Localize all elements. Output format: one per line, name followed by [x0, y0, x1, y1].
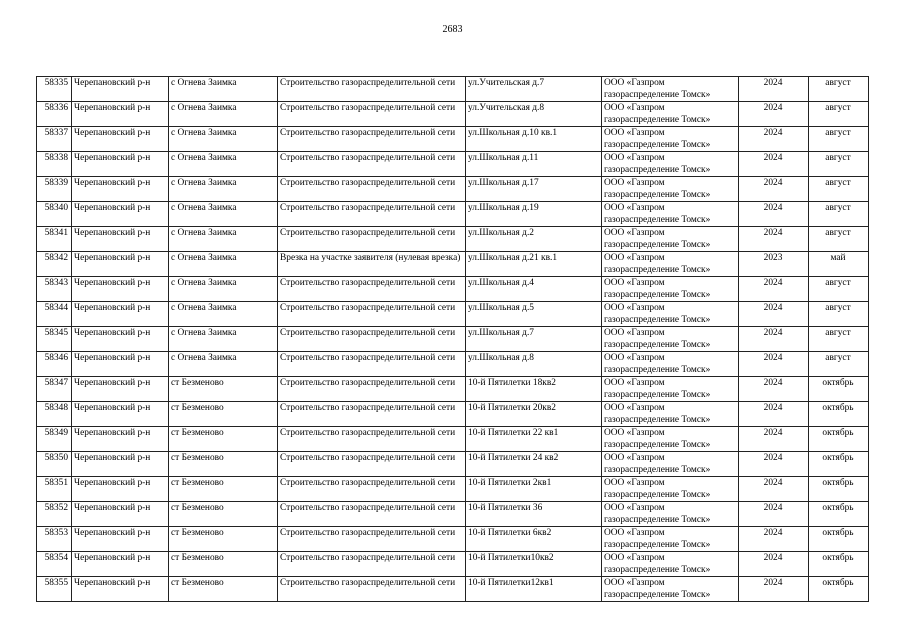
organization-cell: [602, 402, 739, 427]
work-type-cell: Строительство газораспределительной сети: [278, 227, 466, 252]
address-cell: ул.Школьная д.21 кв.1: [466, 252, 602, 277]
address-cell: ул.Школьная д.2: [466, 227, 602, 252]
settlement-cell: с Огнева Заимка: [169, 77, 278, 102]
row-number-cell: 58355: [37, 577, 72, 602]
address-cell: 10-й Пятилетки 36: [466, 502, 602, 527]
organization-text: ООО «Газпром газораспределение Томск»: [604, 528, 711, 550]
district-cell: Черепановский р-н: [72, 577, 169, 602]
table-row: [37, 502, 869, 527]
work-type-cell: Строительство газораспределительной сети: [278, 127, 466, 152]
organization-cell: [602, 577, 739, 602]
month-cell: октябрь: [809, 427, 869, 452]
organization-cell: [602, 277, 739, 302]
year-cell: 2024: [739, 552, 809, 577]
organization-text: ООО «Газпром газораспределение Томск»: [604, 103, 711, 125]
table-row: [37, 177, 869, 202]
organization-text: ООО «Газпром газораспределение Томск»: [604, 278, 711, 300]
month-cell: октябрь: [809, 527, 869, 552]
month-cell: август: [809, 302, 869, 327]
table-row: [37, 252, 869, 277]
address-cell: ул.Школьная д.17: [466, 177, 602, 202]
address-cell: 10-й Пятилетки12кв1: [466, 577, 602, 602]
district-cell: Черепановский р-н: [72, 177, 169, 202]
row-number-cell: 58349: [37, 427, 72, 452]
row-number-cell: 58339: [37, 177, 72, 202]
organization-text: ООО «Газпром газораспределение Томск»: [604, 203, 711, 225]
address-cell: 10-й Пятилетки 20кв2: [466, 402, 602, 427]
registry-table-body: [37, 77, 869, 602]
year-cell: 2024: [739, 302, 809, 327]
district-cell: Черепановский р-н: [72, 502, 169, 527]
district-cell: Черепановский р-н: [72, 402, 169, 427]
month-cell: август: [809, 102, 869, 127]
year-cell: 2023: [739, 252, 809, 277]
address-cell: ул.Учительская д.8: [466, 102, 602, 127]
row-number-cell: 58340: [37, 202, 72, 227]
year-cell: 2024: [739, 177, 809, 202]
address-cell: ул.Школьная д.8: [466, 352, 602, 377]
organization-cell: [602, 102, 739, 127]
table-row: [37, 402, 869, 427]
organization-text: ООО «Газпром газораспределение Томск»: [604, 128, 711, 150]
table-row: [37, 302, 869, 327]
table-row: [37, 377, 869, 402]
settlement-cell: ст Безменово: [169, 427, 278, 452]
organization-text: ООО «Газпром газораспределение Томск»: [604, 453, 711, 475]
year-cell: 2024: [739, 227, 809, 252]
organization-cell: [602, 477, 739, 502]
district-cell: Черепановский р-н: [72, 527, 169, 552]
organization-text: ООО «Газпром газораспределение Томск»: [604, 428, 711, 450]
organization-cell: [602, 227, 739, 252]
district-cell: Черепановский р-н: [72, 127, 169, 152]
work-type-cell: Строительство газораспределительной сети: [278, 352, 466, 377]
work-type-cell: Строительство газораспределительной сети: [278, 527, 466, 552]
year-cell: 2024: [739, 152, 809, 177]
district-cell: Черепановский р-н: [72, 277, 169, 302]
month-cell: октябрь: [809, 402, 869, 427]
table-row: [37, 577, 869, 602]
settlement-cell: с Огнева Заимка: [169, 327, 278, 352]
table-row: [37, 327, 869, 352]
table-row: [37, 202, 869, 227]
address-cell: ул.Школьная д.5: [466, 302, 602, 327]
settlement-cell: с Огнева Заимка: [169, 102, 278, 127]
table-row: [37, 227, 869, 252]
month-cell: август: [809, 77, 869, 102]
organization-cell: [602, 377, 739, 402]
work-type-cell: Строительство газораспределительной сети: [278, 502, 466, 527]
month-cell: октябрь: [809, 377, 869, 402]
row-number-cell: 58346: [37, 352, 72, 377]
row-number-cell: 58343: [37, 277, 72, 302]
organization-cell: [602, 302, 739, 327]
work-type-cell: Строительство газораспределительной сети: [278, 77, 466, 102]
organization-text: ООО «Газпром газораспределение Томск»: [604, 578, 711, 600]
work-type-cell: Врезка на участке заявителя (нулевая врезка): [278, 252, 466, 277]
organization-text: ООО «Газпром газораспределение Томск»: [604, 228, 711, 250]
month-cell: октябрь: [809, 502, 869, 527]
settlement-cell: с Огнева Заимка: [169, 277, 278, 302]
year-cell: 2024: [739, 502, 809, 527]
address-cell: 10-й Пятилетки 22 кв1: [466, 427, 602, 452]
organization-text: ООО «Газпром газораспределение Томск»: [604, 378, 711, 400]
row-number-cell: 58341: [37, 227, 72, 252]
settlement-cell: с Огнева Заимка: [169, 352, 278, 377]
organization-text: ООО «Газпром газораспределение Томск»: [604, 553, 711, 575]
table-row: [37, 277, 869, 302]
month-cell: август: [809, 327, 869, 352]
year-cell: 2024: [739, 527, 809, 552]
organization-text: ООО «Газпром газораспределение Томск»: [604, 253, 711, 275]
district-cell: Черепановский р-н: [72, 427, 169, 452]
row-number-cell: 58335: [37, 77, 72, 102]
year-cell: 2024: [739, 102, 809, 127]
organization-cell: [602, 252, 739, 277]
organization-text: ООО «Газпром газораспределение Томск»: [604, 403, 711, 425]
row-number-cell: 58347: [37, 377, 72, 402]
district-cell: Черепановский р-н: [72, 477, 169, 502]
settlement-cell: с Огнева Заимка: [169, 152, 278, 177]
year-cell: 2024: [739, 77, 809, 102]
organization-cell: [602, 352, 739, 377]
organization-cell: [602, 452, 739, 477]
address-cell: 10-й Пятилетки10кв2: [466, 552, 602, 577]
organization-cell: [602, 427, 739, 452]
district-cell: Черепановский р-н: [72, 102, 169, 127]
row-number-cell: 58351: [37, 477, 72, 502]
month-cell: август: [809, 152, 869, 177]
organization-cell: [602, 527, 739, 552]
work-type-cell: Строительство газораспределительной сети: [278, 377, 466, 402]
settlement-cell: ст Безменово: [169, 452, 278, 477]
work-type-cell: Строительство газораспределительной сети: [278, 427, 466, 452]
year-cell: 2024: [739, 477, 809, 502]
settlement-cell: с Огнева Заимка: [169, 127, 278, 152]
table-row: [37, 527, 869, 552]
row-number-cell: 58345: [37, 327, 72, 352]
address-cell: 10-й Пятилетки 2кв1: [466, 477, 602, 502]
organization-text: ООО «Газпром газораспределение Томск»: [604, 478, 711, 500]
organization-text: ООО «Газпром газораспределение Томск»: [604, 153, 711, 175]
table-row: [37, 77, 869, 102]
year-cell: 2024: [739, 352, 809, 377]
row-number-cell: 58338: [37, 152, 72, 177]
month-cell: август: [809, 202, 869, 227]
work-type-cell: Строительство газораспределительной сети: [278, 152, 466, 177]
address-cell: ул.Школьная д.7: [466, 327, 602, 352]
row-number-cell: 58353: [37, 527, 72, 552]
row-number-cell: 58336: [37, 102, 72, 127]
settlement-cell: ст Безменово: [169, 577, 278, 602]
settlement-cell: с Огнева Заимка: [169, 177, 278, 202]
address-cell: ул.Школьная д.4: [466, 277, 602, 302]
organization-cell: [602, 552, 739, 577]
organization-cell: [602, 327, 739, 352]
address-cell: 10-й Пятилетки 18кв2: [466, 377, 602, 402]
month-cell: октябрь: [809, 552, 869, 577]
organization-text: ООО «Газпром газораспределение Томск»: [604, 328, 711, 350]
year-cell: 2024: [739, 452, 809, 477]
year-cell: 2024: [739, 327, 809, 352]
organization-text: ООО «Газпром газораспределение Томск»: [604, 503, 711, 525]
work-type-cell: Строительство газораспределительной сети: [278, 402, 466, 427]
month-cell: октябрь: [809, 577, 869, 602]
table-row: [37, 552, 869, 577]
row-number-cell: 58337: [37, 127, 72, 152]
row-number-cell: 58354: [37, 552, 72, 577]
table-row: [37, 152, 869, 177]
work-type-cell: Строительство газораспределительной сети: [278, 477, 466, 502]
month-cell: август: [809, 127, 869, 152]
year-cell: 2024: [739, 127, 809, 152]
row-number-cell: 58352: [37, 502, 72, 527]
settlement-cell: ст Безменово: [169, 477, 278, 502]
table-row: [37, 352, 869, 377]
work-type-cell: Строительство газораспределительной сети: [278, 552, 466, 577]
district-cell: Черепановский р-н: [72, 352, 169, 377]
address-cell: 10-й Пятилетки 24 кв2: [466, 452, 602, 477]
settlement-cell: ст Безменово: [169, 502, 278, 527]
month-cell: август: [809, 177, 869, 202]
year-cell: 2024: [739, 577, 809, 602]
table-row: [37, 102, 869, 127]
work-type-cell: Строительство газораспределительной сети: [278, 102, 466, 127]
table-row: [37, 477, 869, 502]
district-cell: Черепановский р-н: [72, 552, 169, 577]
settlement-cell: ст Безменово: [169, 377, 278, 402]
address-cell: ул.Школьная д.19: [466, 202, 602, 227]
month-cell: август: [809, 227, 869, 252]
work-type-cell: Строительство газораспределительной сети: [278, 302, 466, 327]
month-cell: август: [809, 277, 869, 302]
row-number-cell: 58344: [37, 302, 72, 327]
row-number-cell: 58350: [37, 452, 72, 477]
month-cell: август: [809, 352, 869, 377]
district-cell: Черепановский р-н: [72, 202, 169, 227]
district-cell: Черепановский р-н: [72, 377, 169, 402]
row-number-cell: 58342: [37, 252, 72, 277]
work-type-cell: Строительство газораспределительной сети: [278, 202, 466, 227]
month-cell: октябрь: [809, 452, 869, 477]
year-cell: 2024: [739, 377, 809, 402]
table-row: [37, 127, 869, 152]
organization-cell: [602, 202, 739, 227]
settlement-cell: с Огнева Заимка: [169, 202, 278, 227]
district-cell: Черепановский р-н: [72, 327, 169, 352]
address-cell: ул.Школьная д.11: [466, 152, 602, 177]
district-cell: Черепановский р-н: [72, 302, 169, 327]
address-cell: ул.Школьная д.10 кв.1: [466, 127, 602, 152]
month-cell: октябрь: [809, 477, 869, 502]
organization-text: ООО «Газпром газораспределение Томск»: [604, 353, 711, 375]
settlement-cell: с Огнева Заимка: [169, 302, 278, 327]
district-cell: Черепановский р-н: [72, 77, 169, 102]
organization-cell: [602, 177, 739, 202]
address-cell: 10-й Пятилетки 6кв2: [466, 527, 602, 552]
work-type-cell: Строительство газораспределительной сети: [278, 452, 466, 477]
settlement-cell: с Огнева Заимка: [169, 252, 278, 277]
row-number-cell: 58348: [37, 402, 72, 427]
district-cell: Черепановский р-н: [72, 227, 169, 252]
settlement-cell: ст Безменово: [169, 402, 278, 427]
district-cell: Черепановский р-н: [72, 452, 169, 477]
work-type-cell: Строительство газораспределительной сети: [278, 177, 466, 202]
table-row: [37, 452, 869, 477]
work-type-cell: Строительство газораспределительной сети: [278, 277, 466, 302]
year-cell: 2024: [739, 402, 809, 427]
organization-cell: [602, 502, 739, 527]
organization-text: ООО «Газпром газораспределение Томск»: [604, 78, 711, 100]
table-row: [37, 427, 869, 452]
year-cell: 2024: [739, 202, 809, 227]
page-number: 2683: [442, 24, 463, 35]
month-cell: май: [809, 252, 869, 277]
organization-cell: [602, 127, 739, 152]
settlement-cell: ст Безменово: [169, 552, 278, 577]
district-cell: Черепановский р-н: [72, 252, 169, 277]
address-cell: ул.Учительская д.7: [466, 77, 602, 102]
organization-cell: [602, 152, 739, 177]
year-cell: 2024: [739, 277, 809, 302]
year-cell: 2024: [739, 427, 809, 452]
settlement-cell: с Огнева Заимка: [169, 227, 278, 252]
district-cell: Черепановский р-н: [72, 152, 169, 177]
work-type-cell: Строительство газораспределительной сети: [278, 577, 466, 602]
organization-cell: [602, 77, 739, 102]
settlement-cell: ст Безменово: [169, 527, 278, 552]
organization-text: ООО «Газпром газораспределение Томск»: [604, 178, 711, 200]
organization-text: ООО «Газпром газораспределение Томск»: [604, 303, 711, 325]
work-type-cell: Строительство газораспределительной сети: [278, 327, 466, 352]
registry-table: [36, 76, 869, 602]
